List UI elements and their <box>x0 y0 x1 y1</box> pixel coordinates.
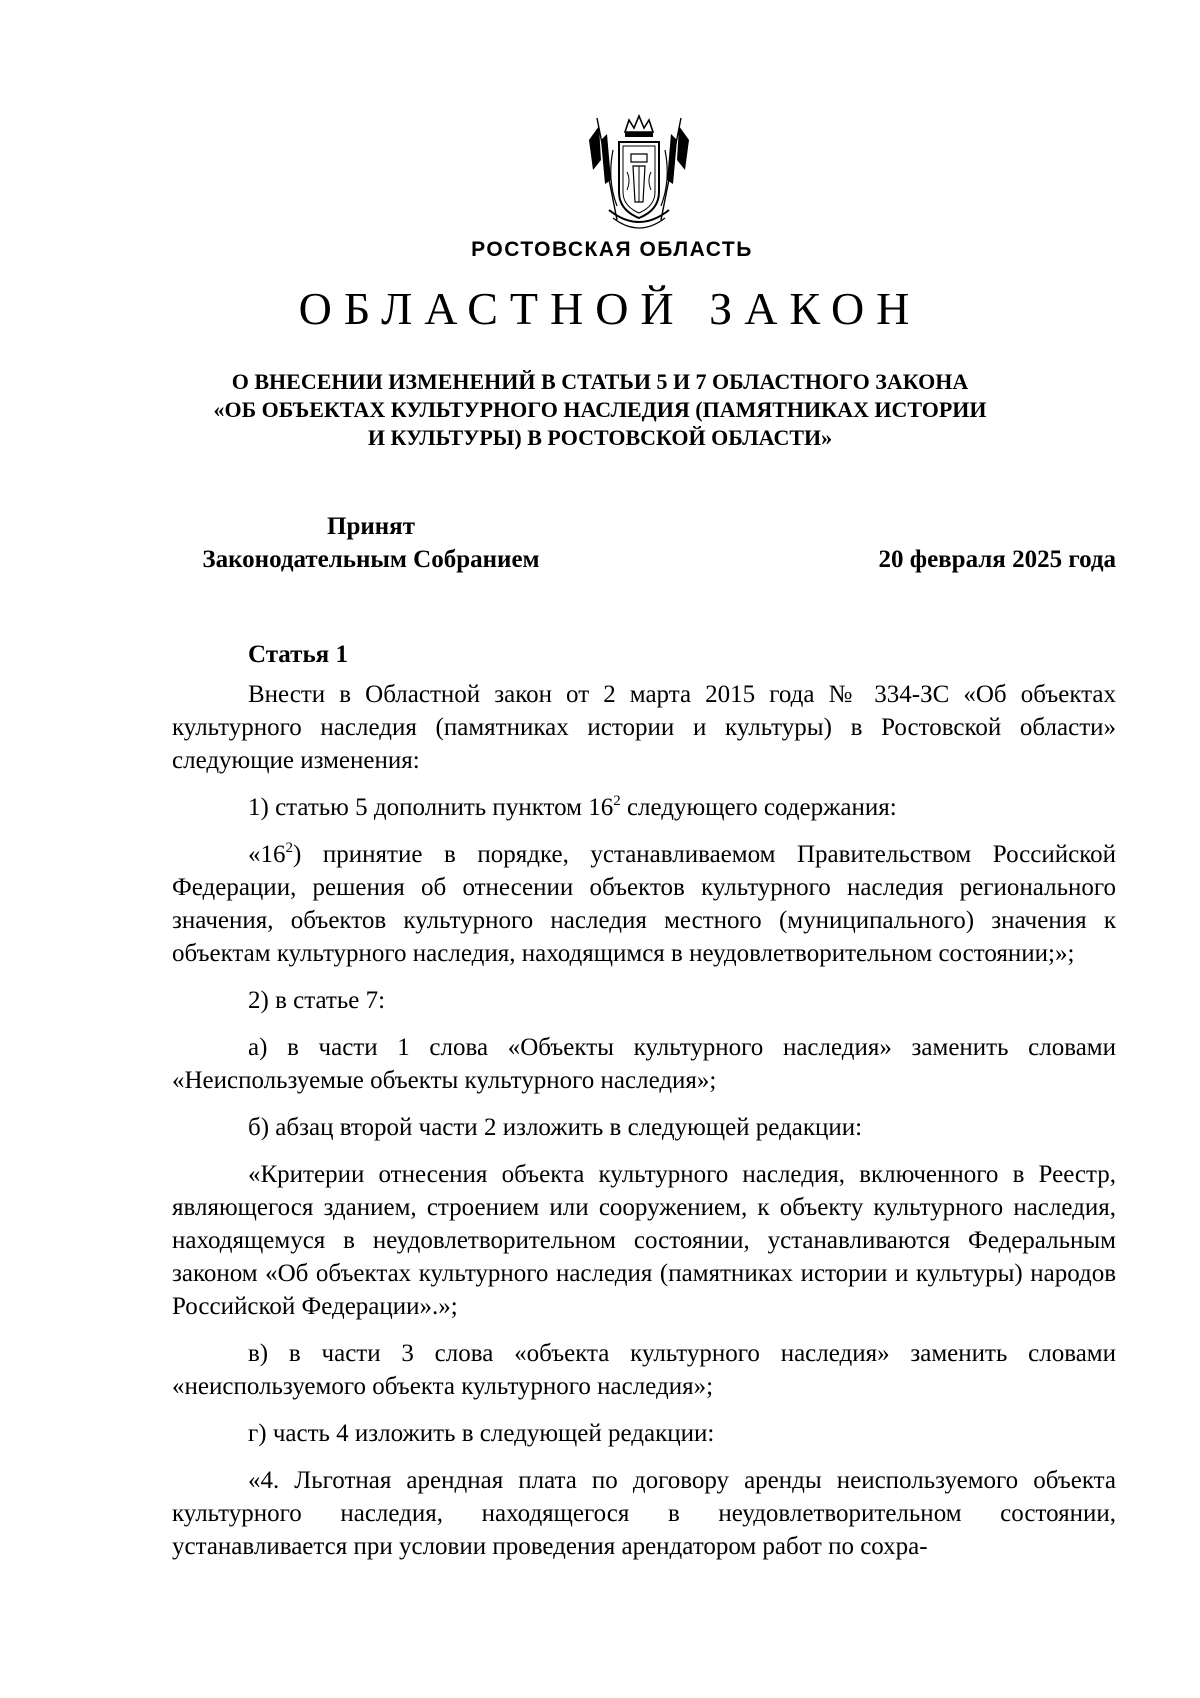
paragraph: Внести в Областной закон от 2 марта 2015 года № 334-ЗС «Об объектах культурного наследия (памятниках истории и культуры) в Ростовской области» следующие изменения: <box>172 681 1116 774</box>
document-type-title: ОБЛАСТНОЙ ЗАКОН <box>298 283 922 334</box>
article-heading: Статья 1 <box>248 641 348 668</box>
paragraph: «4. Льготная арендная плата по договору аренды неиспользуемого объекта культурного наследия, находящегося в неудовлетворительном состоянии, устанавливается при условии проведения арендатором работ по сохра- <box>172 1467 1116 1560</box>
adoption-line-accepted: Принят <box>327 513 415 540</box>
paragraph: г) часть 4 изложить в следующей редакции: <box>248 1420 715 1447</box>
law-subject-line: И КУЛЬТУРЫ) В РОСТОВСКОЙ ОБЛАСТИ» <box>367 425 833 450</box>
paragraph <box>172 791 1116 824</box>
paragraph <box>172 838 1116 970</box>
coat-of-arms-icon <box>587 110 691 238</box>
paragraph: 2) в статье 7: <box>248 987 386 1014</box>
adoption-line-assembly: Законодательным Собранием <box>202 546 540 573</box>
paragraph: «Критерии отнесения объекта культурного наследия, включенного в Реестр, являющегося зданием, строением или сооружением, к объекту культурного наследия, находящемуся в неудовлетворительном состоянии, устанавливаются Федеральным законом «Об объектах культурного наследия (памятниках истории и культуры) народов Российской Федерации».»; <box>172 1161 1116 1320</box>
law-subject-line: «ОБ ОБЪЕКТАХ КУЛЬТУРНОГО НАСЛЕДИЯ (ПАМЯТНИКАХ ИСТОРИИ <box>213 397 987 422</box>
region-name: РОСТОВСКАЯ ОБЛАСТЬ <box>471 238 753 261</box>
adoption-body <box>176 510 566 576</box>
law-subject <box>120 368 1080 452</box>
superscript: 2 <box>613 792 621 809</box>
paragraph: в) в части 3 слова «объекта культурного наследия» заменить словами «неиспользуемого объекта культурного наследия»; <box>172 1340 1116 1400</box>
paragraph-text: следующего содержания: <box>620 794 897 821</box>
paragraph: б) абзац второй части 2 изложить в следующей редакции: <box>248 1114 863 1141</box>
paragraph-text: ) принятие в порядке, устанавливаемом Правительством Российской Федерации, решения об отнесении объектов культурного наследия регионального значения, объектов культурного наследия местного (муниципального) значения к объектам культурного наследия, находящимся в неудовлетворительном состоянии;»; <box>172 841 1116 967</box>
article-body <box>172 678 1116 1577</box>
paragraph-text: «16 <box>248 841 286 868</box>
paragraph-text: 1) статью 5 дополнить пунктом 16 <box>248 794 614 821</box>
superscript: 2 <box>285 839 293 856</box>
adoption-date: 20 февраля 2025 года <box>878 546 1116 573</box>
paragraph: а) в части 1 слова «Объекты культурного наследия» заменить словами «Неиспользуемые объекты культурного наследия»; <box>172 1034 1116 1094</box>
law-subject-line: О ВНЕСЕНИИ ИЗМЕНЕНИЙ В СТАТЬИ 5 И 7 ОБЛАСТНОГО ЗАКОНА <box>231 369 969 394</box>
